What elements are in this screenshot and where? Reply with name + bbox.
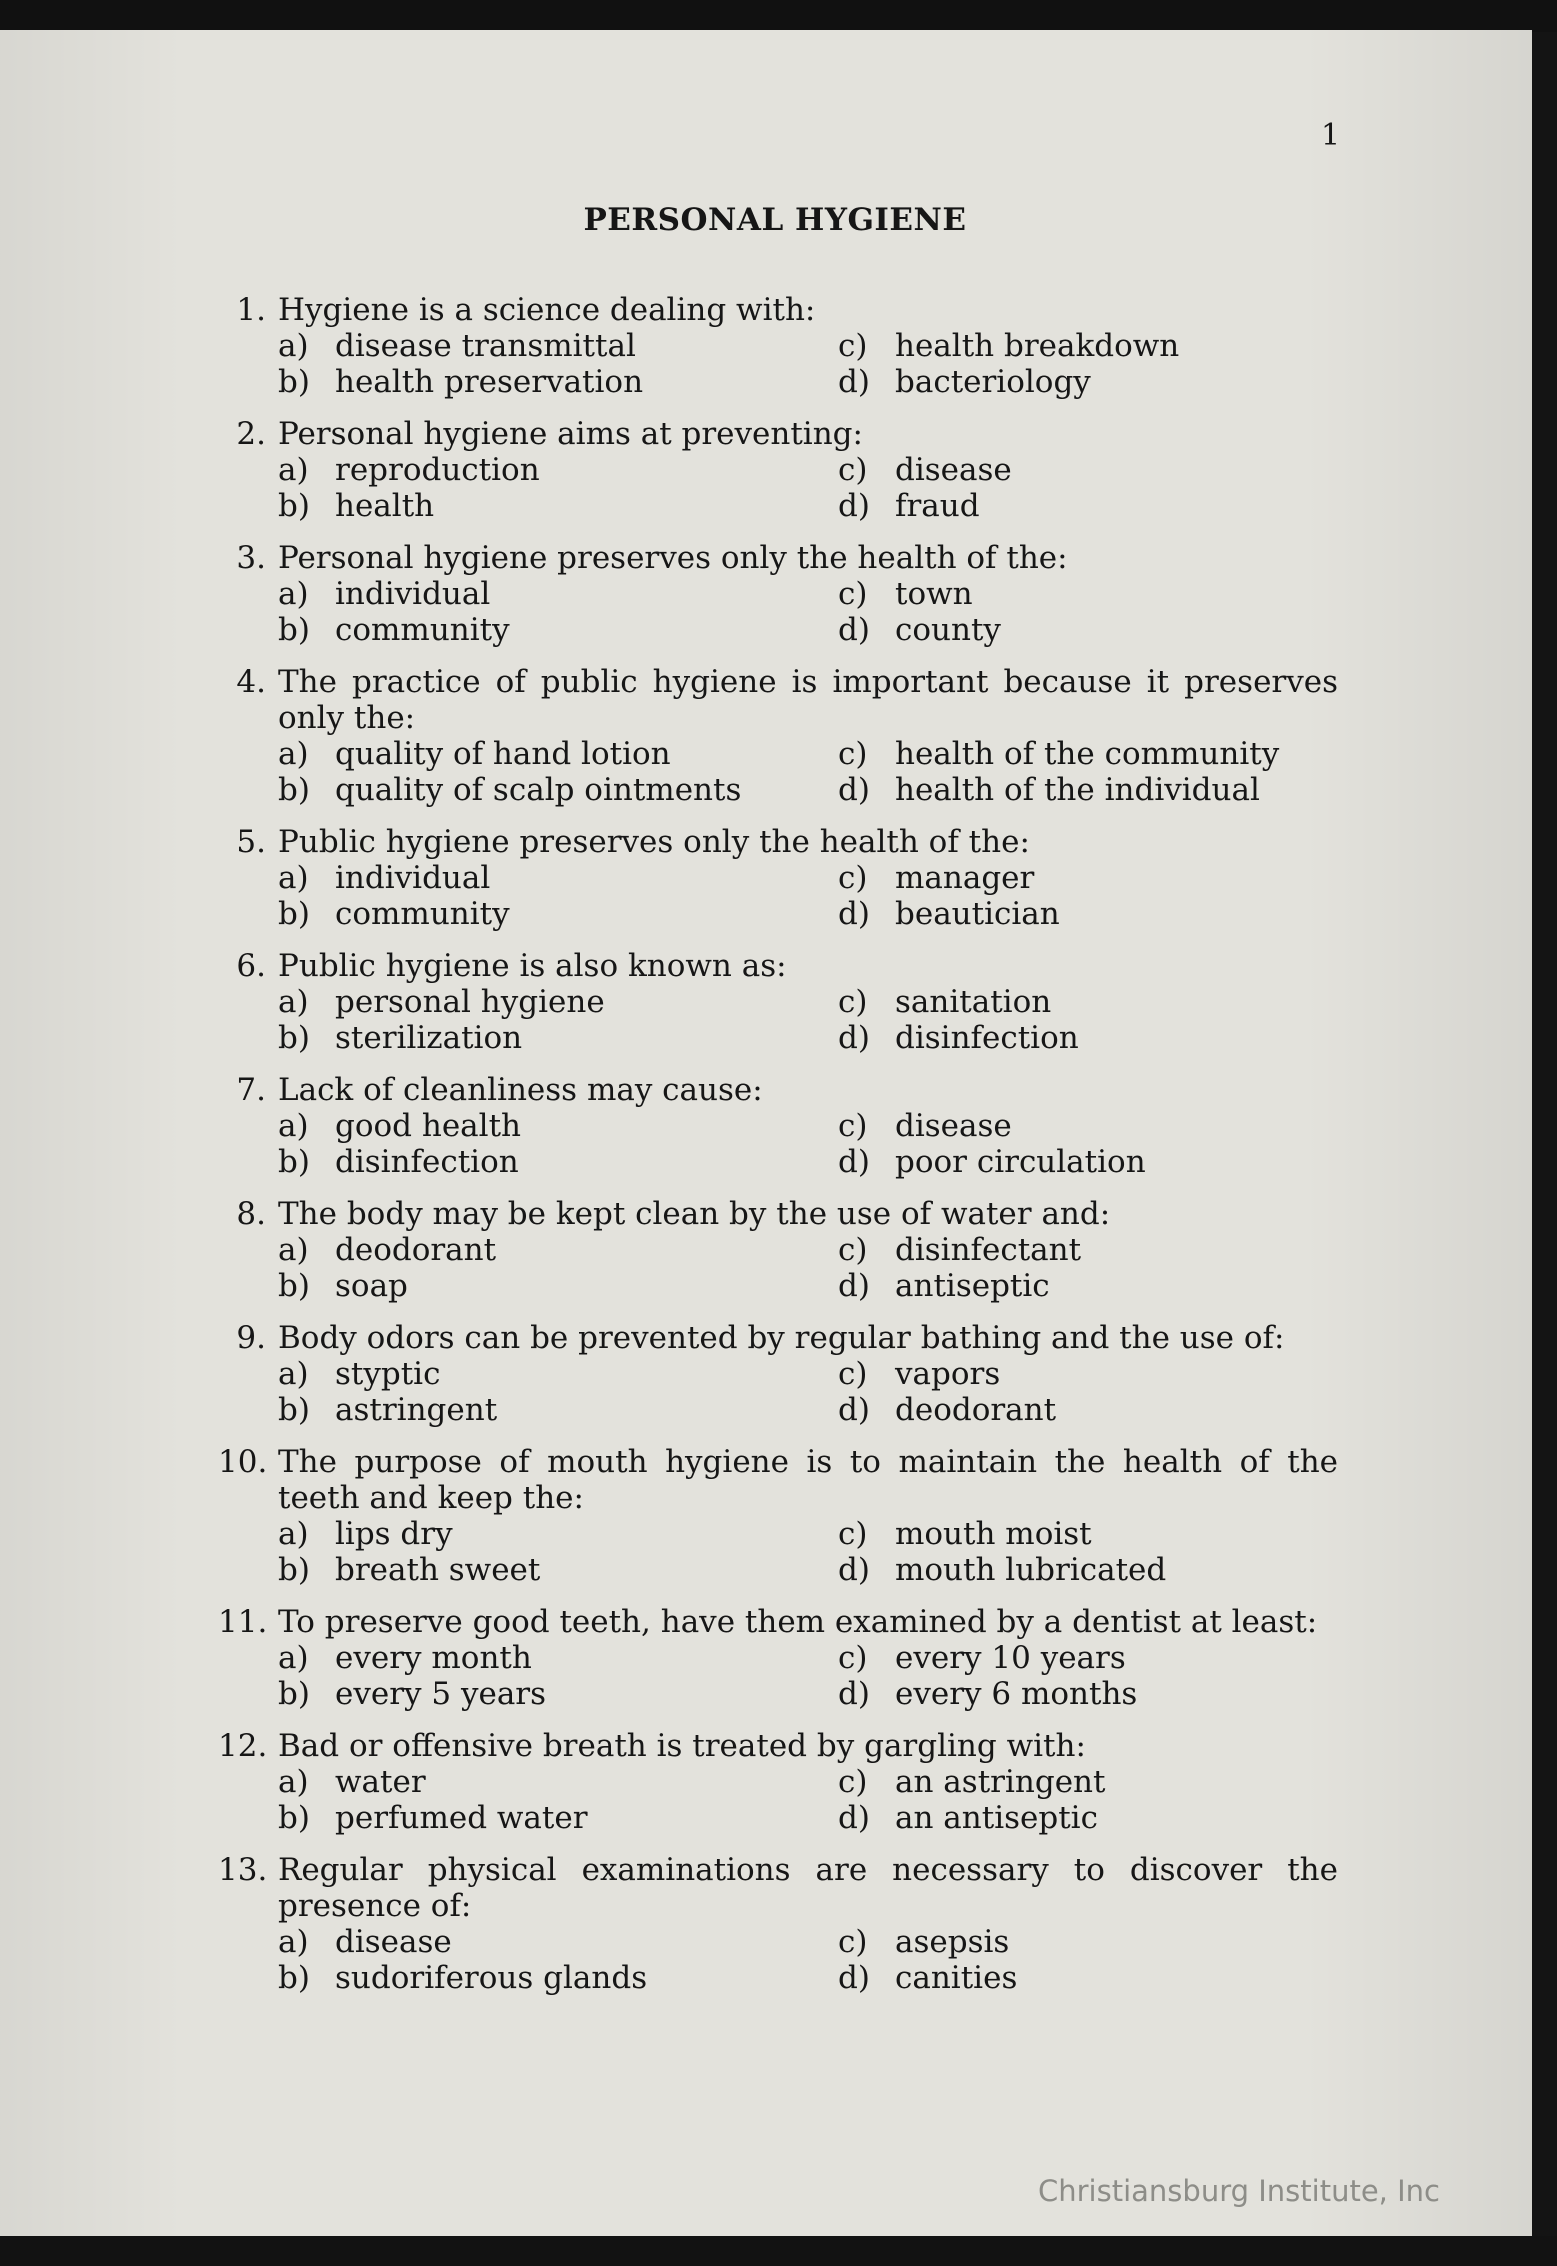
option-b xyxy=(278,488,838,524)
option-d xyxy=(838,364,1398,400)
option-letter: b) xyxy=(278,1676,310,1712)
answer-options xyxy=(218,860,1338,932)
option-letter: a) xyxy=(278,1924,309,1960)
option-letter: c) xyxy=(838,452,868,488)
option-letter: b) xyxy=(278,1144,310,1180)
option-letter: b) xyxy=(278,364,310,400)
question-2 xyxy=(218,416,1338,524)
answer-options xyxy=(218,1764,1338,1836)
document-page xyxy=(0,30,1532,2236)
option-a xyxy=(278,1516,838,1552)
page-number: 1 xyxy=(1321,118,1341,153)
option-d xyxy=(838,612,1398,648)
option-text: lips dry xyxy=(335,1516,453,1552)
question-number: 8. xyxy=(236,1196,266,1232)
option-c xyxy=(838,1108,1398,1144)
question-text: Regular physical examinations are necessary to discover the presence of: xyxy=(278,1852,1338,1924)
option-letter: b) xyxy=(278,612,310,648)
answer-options xyxy=(218,1356,1338,1428)
question-10 xyxy=(218,1444,1338,1588)
option-letter: d) xyxy=(838,1020,870,1056)
option-c xyxy=(838,736,1398,772)
option-text: community xyxy=(335,896,510,932)
question-5 xyxy=(218,824,1338,932)
question-1 xyxy=(218,292,1338,400)
option-d xyxy=(838,1960,1398,1996)
question-number: 13. xyxy=(218,1852,268,1888)
option-letter: a) xyxy=(278,328,309,364)
option-text: poor circulation xyxy=(895,1144,1146,1180)
question-6 xyxy=(218,948,1338,1056)
option-b xyxy=(278,1144,838,1180)
option-b xyxy=(278,1676,838,1712)
option-a xyxy=(278,452,838,488)
option-b xyxy=(278,1392,838,1428)
option-b xyxy=(278,1800,838,1836)
option-a xyxy=(278,1640,838,1676)
option-letter: a) xyxy=(278,860,309,896)
option-letter: c) xyxy=(838,576,868,612)
question-text: Public hygiene preserves only the health of the: xyxy=(278,824,1030,860)
question-text: Personal hygiene preserves only the health of the: xyxy=(278,540,1068,576)
option-letter: a) xyxy=(278,1108,309,1144)
option-text: mouth lubricated xyxy=(895,1552,1167,1588)
question-text: Body odors can be prevented by regular bathing and the use of: xyxy=(278,1320,1285,1356)
option-c xyxy=(838,984,1398,1020)
option-letter: d) xyxy=(838,364,870,400)
option-letter: b) xyxy=(278,1392,310,1428)
option-text: sanitation xyxy=(895,984,1052,1020)
option-c xyxy=(838,1924,1398,1960)
scan-top-edge xyxy=(0,0,1557,32)
option-letter: a) xyxy=(278,1356,309,1392)
option-a xyxy=(278,860,838,896)
question-4 xyxy=(218,664,1338,808)
question-8 xyxy=(218,1196,1338,1304)
option-letter: b) xyxy=(278,1960,310,1996)
answer-options xyxy=(218,1232,1338,1304)
option-text: bacteriology xyxy=(895,364,1091,400)
option-text: quality of hand lotion xyxy=(335,736,671,772)
option-letter: d) xyxy=(838,612,870,648)
option-text: deodorant xyxy=(895,1392,1057,1428)
option-text: disinfection xyxy=(335,1144,519,1180)
question-number: 12. xyxy=(218,1728,268,1764)
option-text: disease xyxy=(895,1108,1012,1144)
question-text: The practice of public hygiene is important because it preserves only the: xyxy=(278,664,1338,736)
option-letter: d) xyxy=(838,1268,870,1304)
option-text: mouth moist xyxy=(895,1516,1092,1552)
option-d xyxy=(838,1144,1398,1180)
question-number: 1. xyxy=(236,292,266,328)
option-text: sudoriferous glands xyxy=(335,1960,648,1996)
option-letter: c) xyxy=(838,1356,868,1392)
option-d xyxy=(838,1268,1398,1304)
option-text: health xyxy=(335,488,435,524)
question-7 xyxy=(218,1072,1338,1180)
option-a xyxy=(278,1108,838,1144)
option-text: disease transmittal xyxy=(335,328,636,364)
option-letter: b) xyxy=(278,772,310,808)
question-3 xyxy=(218,540,1338,648)
option-c xyxy=(838,1516,1398,1552)
question-number: 6. xyxy=(236,948,266,984)
option-b xyxy=(278,1268,838,1304)
answer-options xyxy=(218,452,1338,524)
option-text: an astringent xyxy=(895,1764,1106,1800)
watermark: Christiansburg Institute, Inc xyxy=(1038,2174,1440,2208)
option-text: antiseptic xyxy=(895,1268,1050,1304)
option-c xyxy=(838,328,1398,364)
option-text: every month xyxy=(335,1640,532,1676)
option-b xyxy=(278,896,838,932)
option-c xyxy=(838,452,1398,488)
option-text: an antiseptic xyxy=(895,1800,1098,1836)
question-text: Lack of cleanliness may cause: xyxy=(278,1072,763,1108)
question-number: 5. xyxy=(236,824,266,860)
question-text: The body may be kept clean by the use of water and: xyxy=(278,1196,1111,1232)
option-c xyxy=(838,1764,1398,1800)
option-d xyxy=(838,1020,1398,1056)
option-text: every 10 years xyxy=(895,1640,1126,1676)
option-letter: b) xyxy=(278,896,310,932)
option-text: styptic xyxy=(335,1356,441,1392)
option-text: county xyxy=(895,612,1001,648)
question-text: Public hygiene is also known as: xyxy=(278,948,787,984)
option-text: community xyxy=(335,612,510,648)
option-letter: a) xyxy=(278,1640,309,1676)
question-12 xyxy=(218,1728,1338,1836)
option-text: disinfectant xyxy=(895,1232,1082,1268)
option-text: canities xyxy=(895,1960,1018,1996)
option-letter: d) xyxy=(838,1552,870,1588)
option-d xyxy=(838,488,1398,524)
question-9 xyxy=(218,1320,1338,1428)
option-text: water xyxy=(335,1764,426,1800)
option-d xyxy=(838,1552,1398,1588)
answer-options xyxy=(218,1108,1338,1180)
option-d xyxy=(838,772,1398,808)
option-text: disease xyxy=(895,452,1012,488)
option-letter: d) xyxy=(838,1800,870,1836)
option-text: good health xyxy=(335,1108,521,1144)
option-letter: b) xyxy=(278,1268,310,1304)
option-a xyxy=(278,1924,838,1960)
option-letter: c) xyxy=(838,328,868,364)
option-text: personal hygiene xyxy=(335,984,605,1020)
answer-options xyxy=(218,1516,1338,1588)
option-d xyxy=(838,896,1398,932)
option-letter: d) xyxy=(838,488,870,524)
answer-options xyxy=(218,984,1338,1056)
question-text: Bad or offensive breath is treated by gargling with: xyxy=(278,1728,1086,1764)
question-13 xyxy=(218,1852,1338,1996)
option-a xyxy=(278,1764,838,1800)
option-c xyxy=(838,1232,1398,1268)
option-a xyxy=(278,328,838,364)
question-number: 11. xyxy=(218,1604,268,1640)
option-letter: d) xyxy=(838,1676,870,1712)
option-b xyxy=(278,364,838,400)
option-a xyxy=(278,576,838,612)
option-text: quality of scalp ointments xyxy=(335,772,742,808)
option-text: asepsis xyxy=(895,1924,1010,1960)
option-letter: c) xyxy=(838,1516,868,1552)
option-letter: c) xyxy=(838,1924,868,1960)
option-a xyxy=(278,984,838,1020)
option-text: health of the individual xyxy=(895,772,1260,808)
option-text: deodorant xyxy=(335,1232,497,1268)
answer-options xyxy=(218,1640,1338,1712)
option-text: astringent xyxy=(335,1392,498,1428)
option-text: disinfection xyxy=(895,1020,1079,1056)
option-letter: a) xyxy=(278,1232,309,1268)
question-text: To preserve good teeth, have them examined by a dentist at least: xyxy=(278,1604,1318,1640)
question-text: The purpose of mouth hygiene is to maintain the health of the teeth and keep the: xyxy=(278,1444,1338,1516)
option-d xyxy=(838,1392,1398,1428)
question-number: 2. xyxy=(236,416,266,452)
option-b xyxy=(278,1960,838,1996)
answer-options xyxy=(218,576,1338,648)
answer-options xyxy=(218,1924,1338,1996)
option-b xyxy=(278,612,838,648)
option-c xyxy=(838,576,1398,612)
option-letter: b) xyxy=(278,1552,310,1588)
option-text: individual xyxy=(335,576,491,612)
option-c xyxy=(838,1356,1398,1392)
option-d xyxy=(838,1676,1398,1712)
option-d xyxy=(838,1800,1398,1836)
page-title: PERSONAL HYGIENE xyxy=(583,202,967,238)
option-letter: c) xyxy=(838,860,868,896)
option-b xyxy=(278,1020,838,1056)
answer-options xyxy=(218,736,1338,808)
option-text: fraud xyxy=(895,488,980,524)
option-text: beautician xyxy=(895,896,1060,932)
option-text: reproduction xyxy=(335,452,540,488)
option-text: vapors xyxy=(895,1356,1001,1392)
option-a xyxy=(278,736,838,772)
option-letter: d) xyxy=(838,1144,870,1180)
option-letter: b) xyxy=(278,1020,310,1056)
option-text: manager xyxy=(895,860,1035,896)
option-text: sterilization xyxy=(335,1020,523,1056)
question-11 xyxy=(218,1604,1338,1712)
option-text: health of the community xyxy=(895,736,1280,772)
option-c xyxy=(838,1640,1398,1676)
question-text: Hygiene is a science dealing with: xyxy=(278,292,816,328)
option-a xyxy=(278,1232,838,1268)
option-text: perfumed water xyxy=(335,1800,588,1836)
option-text: every 5 years xyxy=(335,1676,547,1712)
question-number: 9. xyxy=(236,1320,266,1356)
option-letter: a) xyxy=(278,1764,309,1800)
option-text: individual xyxy=(335,860,491,896)
option-text: breath sweet xyxy=(335,1552,541,1588)
option-letter: d) xyxy=(838,1392,870,1428)
option-b xyxy=(278,772,838,808)
answer-options xyxy=(218,328,1338,400)
option-letter: a) xyxy=(278,1516,309,1552)
question-list xyxy=(218,292,1338,2012)
option-letter: b) xyxy=(278,488,310,524)
option-letter: d) xyxy=(838,1960,870,1996)
option-letter: a) xyxy=(278,452,309,488)
option-letter: a) xyxy=(278,576,309,612)
option-text: every 6 months xyxy=(895,1676,1138,1712)
question-text: Personal hygiene aims at preventing: xyxy=(278,416,863,452)
option-text: soap xyxy=(335,1268,408,1304)
option-letter: c) xyxy=(838,984,868,1020)
option-text: town xyxy=(895,576,973,612)
question-number: 7. xyxy=(236,1072,266,1108)
question-number: 3. xyxy=(236,540,266,576)
option-b xyxy=(278,1552,838,1588)
option-letter: c) xyxy=(838,1108,868,1144)
option-letter: b) xyxy=(278,1800,310,1836)
question-number: 4. xyxy=(236,664,266,700)
option-letter: d) xyxy=(838,896,870,932)
option-letter: c) xyxy=(838,1764,868,1800)
question-number: 10. xyxy=(218,1444,268,1480)
option-a xyxy=(278,1356,838,1392)
option-text: health preservation xyxy=(335,364,644,400)
option-letter: a) xyxy=(278,736,309,772)
option-letter: a) xyxy=(278,984,309,1020)
option-letter: c) xyxy=(838,1232,868,1268)
option-letter: c) xyxy=(838,736,868,772)
option-text: health breakdown xyxy=(895,328,1180,364)
scan-bottom-edge xyxy=(0,2236,1557,2266)
option-text: disease xyxy=(335,1924,452,1960)
option-c xyxy=(838,860,1398,896)
option-letter: c) xyxy=(838,1640,868,1676)
option-letter: d) xyxy=(838,772,870,808)
